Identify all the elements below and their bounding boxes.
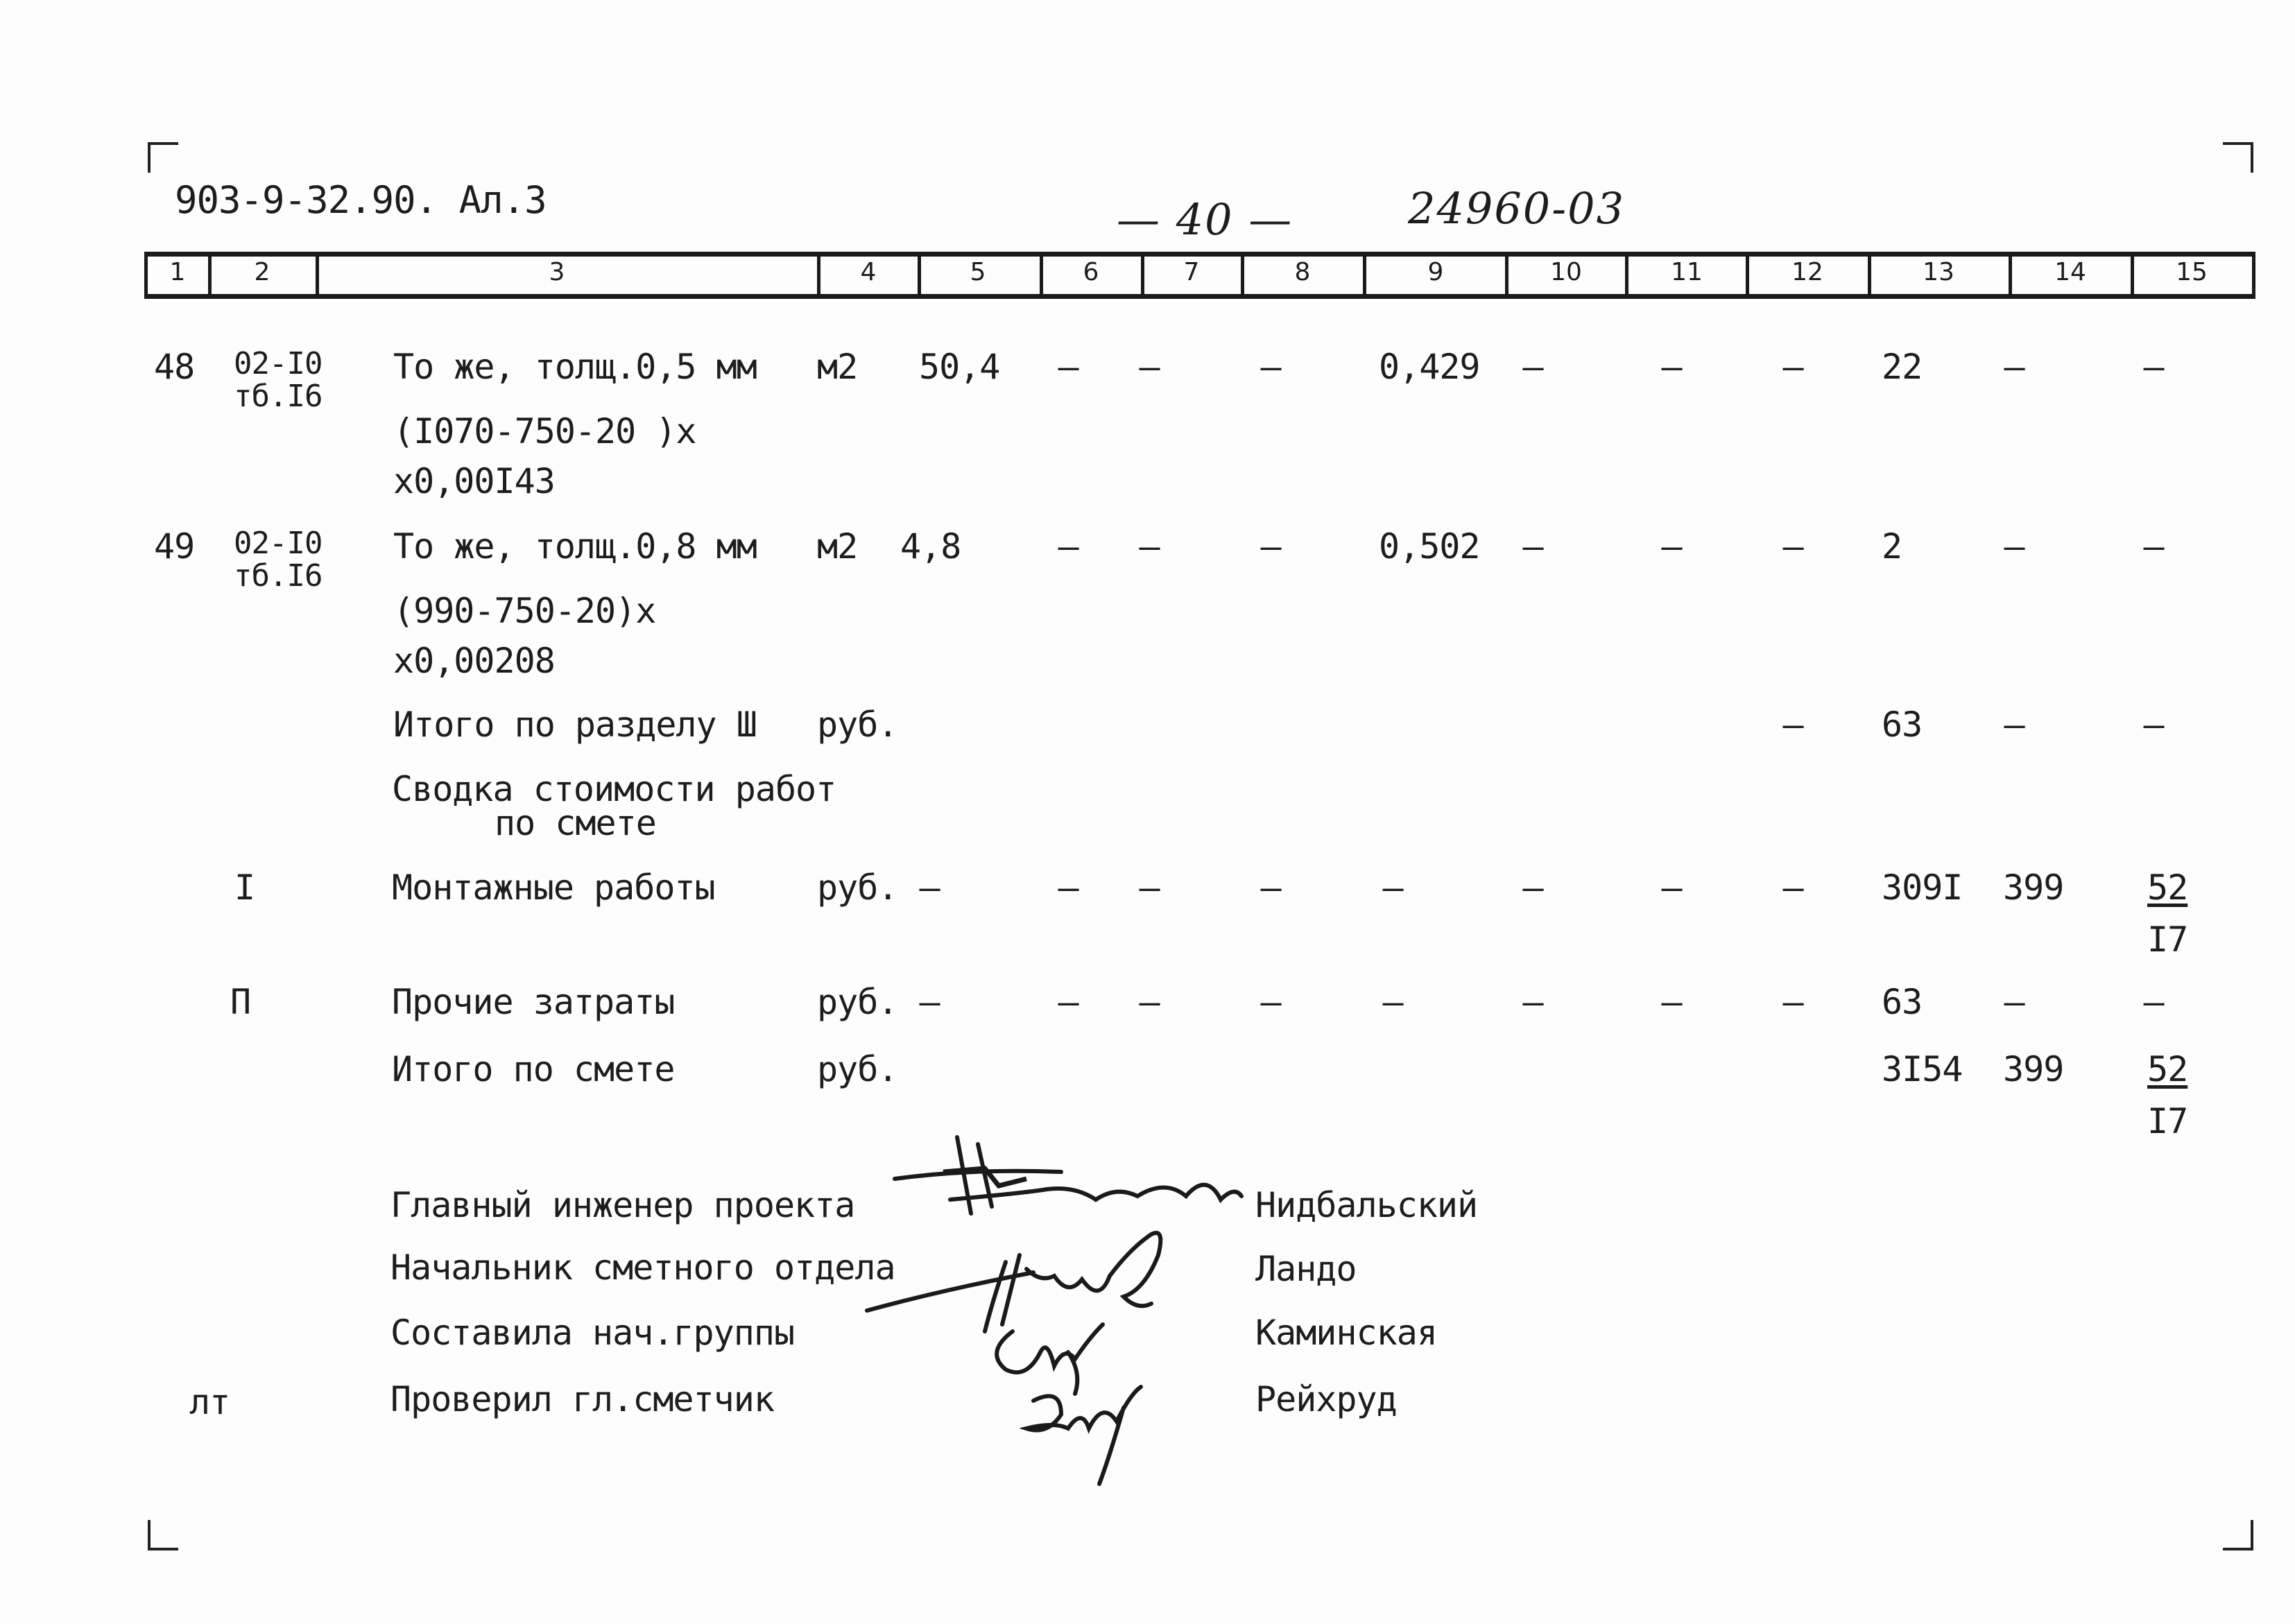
cell-dash: – — [1058, 526, 1078, 567]
cell-dash: – — [1522, 867, 1543, 908]
left-mark: лт — [189, 1382, 230, 1422]
signature-name: Нидбальский — [1255, 1185, 1478, 1225]
cell-value: 0,502 — [1379, 526, 1480, 567]
cell-dash: – — [1522, 982, 1543, 1022]
column-number: 5 — [970, 258, 986, 286]
signature-title: Составила нач.группы — [390, 1313, 795, 1353]
cell-dash: – — [1139, 867, 1160, 908]
cell-cost-fraction-bottom: I7 — [2147, 919, 2188, 960]
column-number: 15 — [2176, 258, 2208, 286]
cell-cost-fraction-top: 52 — [2147, 1049, 2188, 1089]
norm-table: тб.I6 — [234, 558, 323, 594]
summary-heading: Сводка стоимости работ — [392, 769, 836, 809]
cell-dash: – — [1661, 982, 1682, 1022]
cell-dash: – — [1782, 526, 1803, 567]
column-number: 12 — [1791, 258, 1823, 286]
column-divider — [1625, 252, 1628, 299]
column-divider — [1241, 252, 1244, 299]
column-divider — [1746, 252, 1749, 299]
cell-dash: – — [1382, 867, 1403, 908]
norm-table: тб.I6 — [234, 379, 323, 414]
row-number: 48 — [154, 347, 195, 387]
cell-cost: 63 — [1882, 705, 1923, 745]
cell-dash: – — [1058, 347, 1078, 387]
cell-dash: – — [1139, 526, 1160, 567]
item-description: То же, толщ.0,8 мм — [393, 526, 757, 567]
cell-dash: – — [1260, 526, 1281, 567]
unit: м2 — [817, 347, 858, 387]
section-total-label: Итого по разделу Ш — [393, 705, 757, 745]
cell-dash: – — [1782, 347, 1803, 387]
cell-dash: – — [2143, 526, 2164, 567]
column-number: 11 — [1671, 258, 1703, 286]
cell-cost: 309I — [1882, 867, 1963, 908]
unit: руб. — [817, 1049, 898, 1089]
cell-dash: – — [1139, 347, 1160, 387]
column-number: 6 — [1083, 258, 1099, 286]
column-divider — [316, 252, 319, 299]
column-divider — [2131, 252, 2134, 299]
corner-mark-bottom-right — [2223, 1520, 2253, 1550]
cell-quantity: 4,8 — [900, 526, 961, 567]
cell-cost: 2 — [1882, 526, 1902, 567]
column-divider — [144, 252, 148, 299]
cell-dash: – — [1260, 867, 1281, 908]
cell-dash: – — [1058, 867, 1078, 908]
item-description: То же, толщ.0,5 мм — [393, 347, 757, 387]
column-number: 4 — [860, 258, 877, 286]
cell-cost: 3I54 — [1882, 1049, 1963, 1089]
unit: руб. — [817, 867, 898, 908]
cell-dash: – — [919, 867, 940, 908]
column-divider — [1141, 252, 1144, 299]
cell-dash: – — [2004, 347, 2025, 387]
cell-dash: – — [2143, 982, 2164, 1022]
column-divider — [208, 252, 212, 299]
cell-cost: 399 — [2003, 867, 2064, 908]
grand-total-label: Итого по смете — [392, 1049, 675, 1089]
cell-dash: – — [1782, 982, 1803, 1022]
cell-dash: – — [2143, 347, 2164, 387]
signature-name: Рейхруд — [1255, 1379, 1397, 1419]
unit: руб. — [817, 705, 898, 745]
signature-title: Главный инженер проекта — [390, 1185, 855, 1225]
cell-cost: 399 — [2003, 1049, 2064, 1089]
signature-title: Проверил гл.сметчик — [390, 1379, 774, 1419]
cell-dash: – — [1139, 982, 1160, 1022]
column-number: 10 — [1550, 258, 1582, 286]
item-description: Монтажные работы — [392, 867, 715, 908]
norm-code: 02-I0 — [234, 526, 323, 561]
cell-dash: – — [1782, 867, 1803, 908]
cell-dash: – — [1260, 982, 1281, 1022]
row-number: 49 — [154, 526, 195, 567]
column-divider — [1363, 252, 1366, 299]
signature-scribble-4 — [1020, 1380, 1200, 1491]
cell-dash: – — [1661, 347, 1682, 387]
cell-dash: – — [1522, 347, 1543, 387]
column-number: 7 — [1183, 258, 1200, 286]
section-number: I — [234, 867, 255, 908]
page-number: — 40 — — [1117, 194, 1293, 245]
column-number: 8 — [1294, 258, 1311, 286]
column-divider — [1040, 252, 1043, 299]
column-number: 14 — [2054, 258, 2086, 286]
column-number: 2 — [254, 258, 270, 286]
item-description: Прочие затраты — [392, 982, 675, 1022]
cell-cost: 22 — [1882, 347, 1923, 387]
cell-dash: – — [1260, 347, 1281, 387]
item-formula: х0,00I43 — [393, 461, 555, 501]
column-divider — [817, 252, 820, 299]
cell-dash: – — [919, 982, 940, 1022]
cell-dash: – — [2004, 982, 2025, 1022]
summary-heading-sub: по смете — [495, 803, 656, 843]
item-formula: (I070-750-20 )х — [393, 411, 696, 451]
unit: м2 — [817, 526, 858, 567]
cell-cost-fraction-top: 52 — [2147, 867, 2188, 908]
cell-value: 0,429 — [1379, 347, 1480, 387]
cell-dash: – — [1661, 867, 1682, 908]
column-number: 9 — [1427, 258, 1444, 286]
signature-title: Начальник сметного отдела — [390, 1247, 895, 1288]
corner-mark-top-right — [2223, 142, 2253, 173]
cell-dash: – — [1382, 982, 1403, 1022]
cell-quantity: 50,4 — [919, 347, 1000, 387]
column-number: 13 — [1923, 258, 1954, 286]
column-number: 3 — [549, 258, 565, 286]
column-divider — [1868, 252, 1871, 299]
column-number: 1 — [169, 258, 186, 286]
cell-dash: – — [1058, 982, 1078, 1022]
cell-dash: – — [2143, 705, 2164, 745]
column-divider — [918, 252, 921, 299]
signature-name: Ландо — [1255, 1249, 1357, 1289]
corner-mark-bottom-left — [148, 1520, 178, 1550]
column-divider — [1505, 252, 1508, 299]
item-formula: х0,00208 — [393, 641, 555, 681]
cell-dash: – — [1661, 526, 1682, 567]
cell-cost: 63 — [1882, 982, 1923, 1022]
column-divider — [2009, 252, 2012, 299]
norm-code: 02-I0 — [234, 346, 323, 381]
corner-mark-top-left — [148, 142, 178, 173]
handwritten-code: 24960-03 — [1408, 183, 1626, 234]
section-number: П — [230, 982, 251, 1022]
cell-dash: – — [2004, 705, 2025, 745]
document-code: 903-9-32.90. Ал.3 — [175, 178, 547, 222]
unit: руб. — [817, 982, 898, 1022]
cell-cost-fraction-bottom: I7 — [2147, 1101, 2188, 1141]
cell-dash: – — [1522, 526, 1543, 567]
cell-dash: – — [2004, 526, 2025, 567]
signature-name: Каминская — [1255, 1313, 1437, 1353]
column-divider — [2252, 252, 2255, 299]
item-formula: (990-750-20)х — [393, 591, 656, 631]
cell-dash: – — [1782, 705, 1803, 745]
